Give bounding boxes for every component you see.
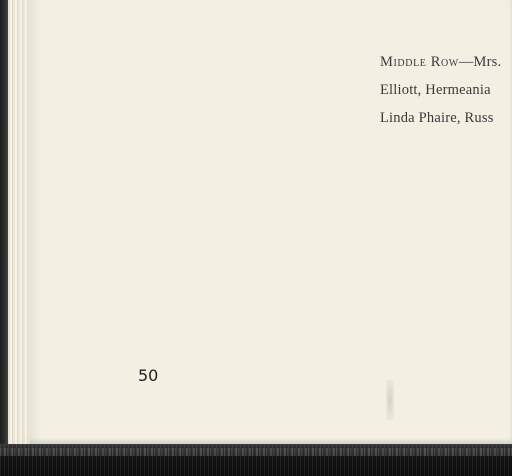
bottom-binding-edge bbox=[0, 444, 512, 476]
caption-line-3: Linda Phaire, Russ bbox=[380, 110, 494, 126]
caption-line-1-rest: —Mrs. bbox=[458, 54, 502, 70]
caption-line-1 bbox=[380, 48, 501, 76]
caption-row-label: Middle Row bbox=[380, 54, 459, 70]
book-spine-edge bbox=[0, 0, 8, 476]
paper-blemish bbox=[386, 380, 394, 420]
stacked-page-edges bbox=[8, 0, 30, 444]
gutter-shadow bbox=[30, 0, 40, 444]
page-number: 50 bbox=[138, 366, 159, 385]
photo-caption bbox=[380, 48, 501, 132]
caption-line-2: Elliott, Hermeania bbox=[380, 82, 491, 98]
